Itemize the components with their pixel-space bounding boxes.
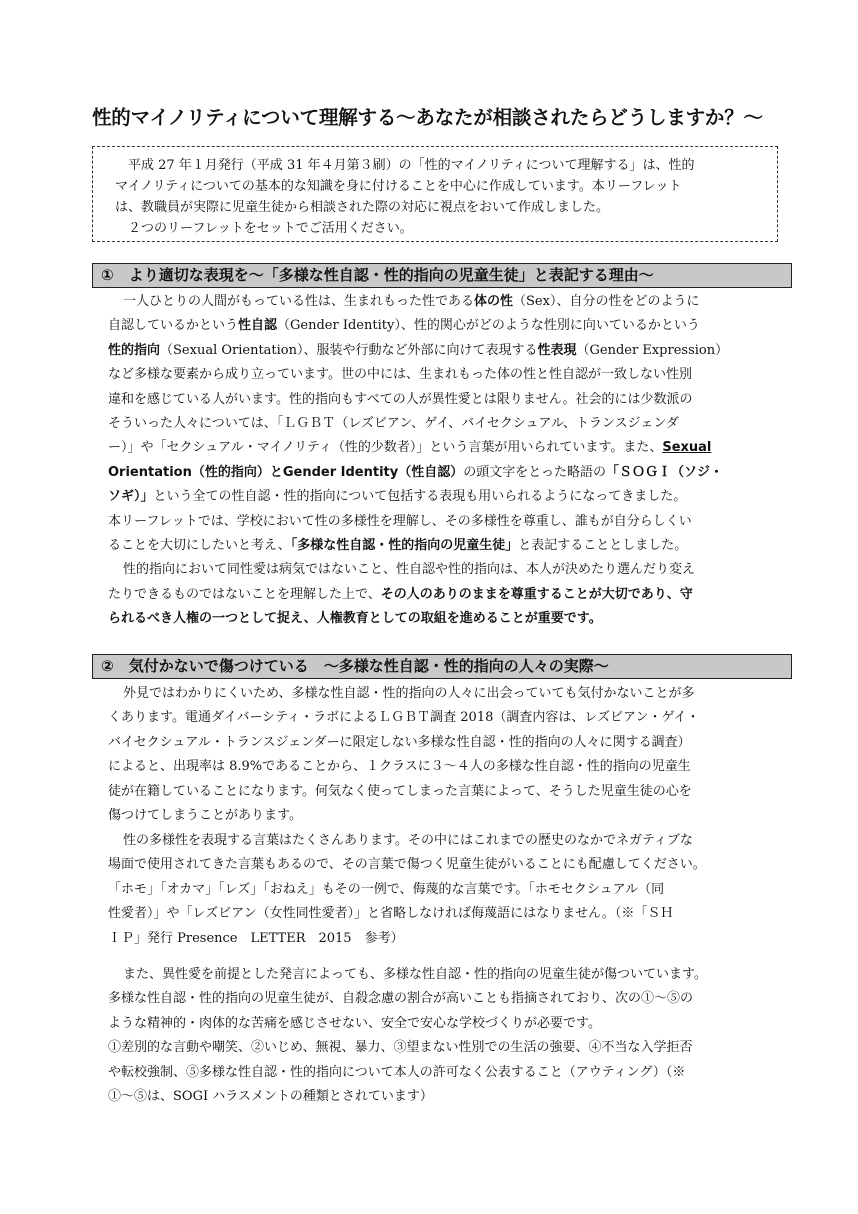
body-line: 性的指向において同性愛は病気ではないこと、性自認や性的指向は、本人が決めたり選んだり変え [123, 562, 696, 578]
bold-term: Gender Identity（性自認） [282, 464, 464, 480]
body-line: や転校強制、⑤多様な性自認・性的指向について本人の許可なく公表すること（アウティング）（※ [108, 1064, 686, 1080]
bold-term: ソギ）」 [108, 489, 154, 505]
text-run: たりできるものではないことを理解した上で、 [108, 586, 381, 602]
body-line: によると、出現率は 8.9%であることから、１クラスに３～４人の多様な性自認・性的指向の児童生 [108, 759, 691, 775]
intro-line: マイノリティについての基本的な知識を身に付けることを中心に作成しています。本リーフレット [115, 179, 682, 194]
body-line [108, 436, 798, 460]
body-line [108, 485, 798, 509]
intro-box [92, 146, 778, 242]
section-2-heading: ② 気付かないで傷つけている ～多様な性自認・性的指向の人々の実際～ [92, 654, 792, 679]
text-run: （Sexual Orientation）、服装や行動など外部に向けて表現する [160, 342, 538, 358]
bold-term: 性的指向 [108, 342, 161, 358]
body-line: 多様な性自認・性的指向の児童生徒が、自殺念慮の割合が高いことも指摘されており、次の①～⑤の [108, 991, 694, 1007]
body-line: など多様な要素から成り立っています。世の中には、生まれもった体の性と性自認が一致しない性別 [108, 367, 692, 383]
section-2-paragraph-1 [108, 682, 798, 828]
body-line [108, 534, 798, 558]
intro-line: 平成 27 年１月発行（平成 31 年４月第３刷）の「性的マイノリティについて理解する」は、性的 [128, 158, 695, 173]
body-line [108, 339, 798, 363]
body-line: 性愛者）」や「レズビアン（女性同性愛者）」と省略しなければ侮蔑語にはなりません。（※「ＳＨ [108, 906, 674, 922]
body-line: 傷つけてしまうことがあります。 [108, 808, 302, 824]
body-line: 徒が在籍していることになります。何気なく使ってしまった言葉によって、そうした児童生徒の心を [108, 783, 692, 799]
text-run: （Gender Expression） [576, 342, 729, 358]
body-line [108, 583, 798, 607]
body-line: そういった人々については、「ＬＧＢＴ（レズビアン、ゲイ、バイセクシュアル、トランスジェンダ [108, 416, 679, 432]
body-line: バイセクシュアル・トランスジェンダーに限定しない多様な性自認・性的指向の人々に関する調査） [108, 734, 691, 750]
body-line [108, 290, 798, 314]
bold-term: Orientation（性的指向）と [108, 464, 283, 480]
body-line: また、異性愛を前提とした発言によっても、多様な性自認・性的指向の児童生徒が傷ついています。 [123, 967, 707, 982]
body-line: 本リーフレットでは、学校において性の多様性を理解し、その多様性を尊重し、誰もが自分らしくい [108, 513, 692, 529]
body-line: くあります。電通ダイバーシティ・ラボによるＬＧＢＴ調査 2018（調査内容は、レズビアン・ゲイ・ [108, 710, 700, 726]
bold-term: その人のありのままを尊重することが大切であり、守 [380, 586, 693, 602]
body-line: ①～⑤は、SOGI ハラスメントの種類とされています） [108, 1089, 433, 1105]
page-title: 性的マイノリティについて理解する～あなたが相談されたらどうしますか？～ [92, 106, 763, 129]
text-run: （Gender Identity）、性的関心がどのような性別に向いているかという [277, 318, 700, 334]
section-1-body [108, 290, 798, 632]
text-run: （Sex）、自分の性をどのように [513, 294, 700, 309]
body-line: 違和を感じている人がいます。性的指向もすべての人が異性愛とは限りません。社会的には少数派の [108, 391, 693, 407]
bold-term: 性表現 [537, 342, 577, 358]
bold-term: 体の性 [474, 294, 514, 309]
body-line: ①差別的な言動や嘲笑、②いじめ、無視、暴力、③望まない性別での生活の強要、④不当な入学拒否 [108, 1040, 693, 1056]
bold-term: 「ＳＯＧＩ（ソジ・ [605, 464, 723, 480]
body-line [108, 461, 798, 485]
intro-line: ２つのリーフレットをセットでご活用ください。 [128, 221, 413, 236]
section-2-paragraph-3 [108, 963, 798, 1109]
section-1-heading: ① より適切な表現を～「多様な性自認・性的指向の児童生徒」と表記する理由～ [92, 263, 792, 288]
bold-term: 性自認 [238, 318, 278, 334]
underlined-term: Sexual [662, 440, 712, 456]
body-line [108, 314, 798, 338]
body-line: 性の多様性を表現する言葉はたくさんあります。その中にはこれまでの歴史のなかでネガティブな [123, 833, 693, 848]
body-line [108, 607, 798, 631]
text-run: と表記することとしました。 [518, 538, 688, 554]
section-2-paragraph-2 [108, 829, 798, 951]
body-line: ＩＰ」発行 Presence LETTER 2015 参考） [108, 930, 404, 946]
text-run: 自認しているかという [108, 318, 239, 334]
text-run: という全ての性自認・性的指向について包括する表現も用いられるようになってきました。 [153, 489, 687, 505]
text-run: の頭文字をとった略語の [463, 464, 606, 480]
bold-term: られるべき人権の一つとして捉え、人権教育としての取組を進めることが重要です。 [108, 611, 602, 627]
body-line: 外見ではわかりにくいため、多様な性自認・性的指向の人々に出会っていても気付かないことが多 [123, 686, 695, 701]
body-line: ような精神的・肉体的な苦痛を感じさせない、安全で安心な学校づくりが必要です。 [108, 1015, 601, 1031]
body-line: 「ホモ」「オカマ」「レズ」「おねえ」もその一例で、侮蔑的な言葉です。「ホモセクシュアル（同 [108, 881, 665, 897]
text-run: 一人ひとりの人間がもっている性は、生まれもった性である [123, 294, 475, 309]
text-run: ることを大切にしたいと考え、 [108, 538, 291, 554]
bold-term: 「多様な性自認・性的指向の児童生徒」 [290, 538, 519, 554]
intro-line: は、教職員が実際に児童生徒から相談された際の対応に視点をおいて作成しました。 [115, 200, 610, 215]
text-run: ー）」や「セクシュアル・マイノリティ（性的少数者）」という言葉が用いられています。また、 [108, 440, 663, 456]
body-line: 場面で使用されてきた言葉もあるので、その言葉で傷つく児童生徒がいることにも配慮してください。 [108, 857, 706, 873]
